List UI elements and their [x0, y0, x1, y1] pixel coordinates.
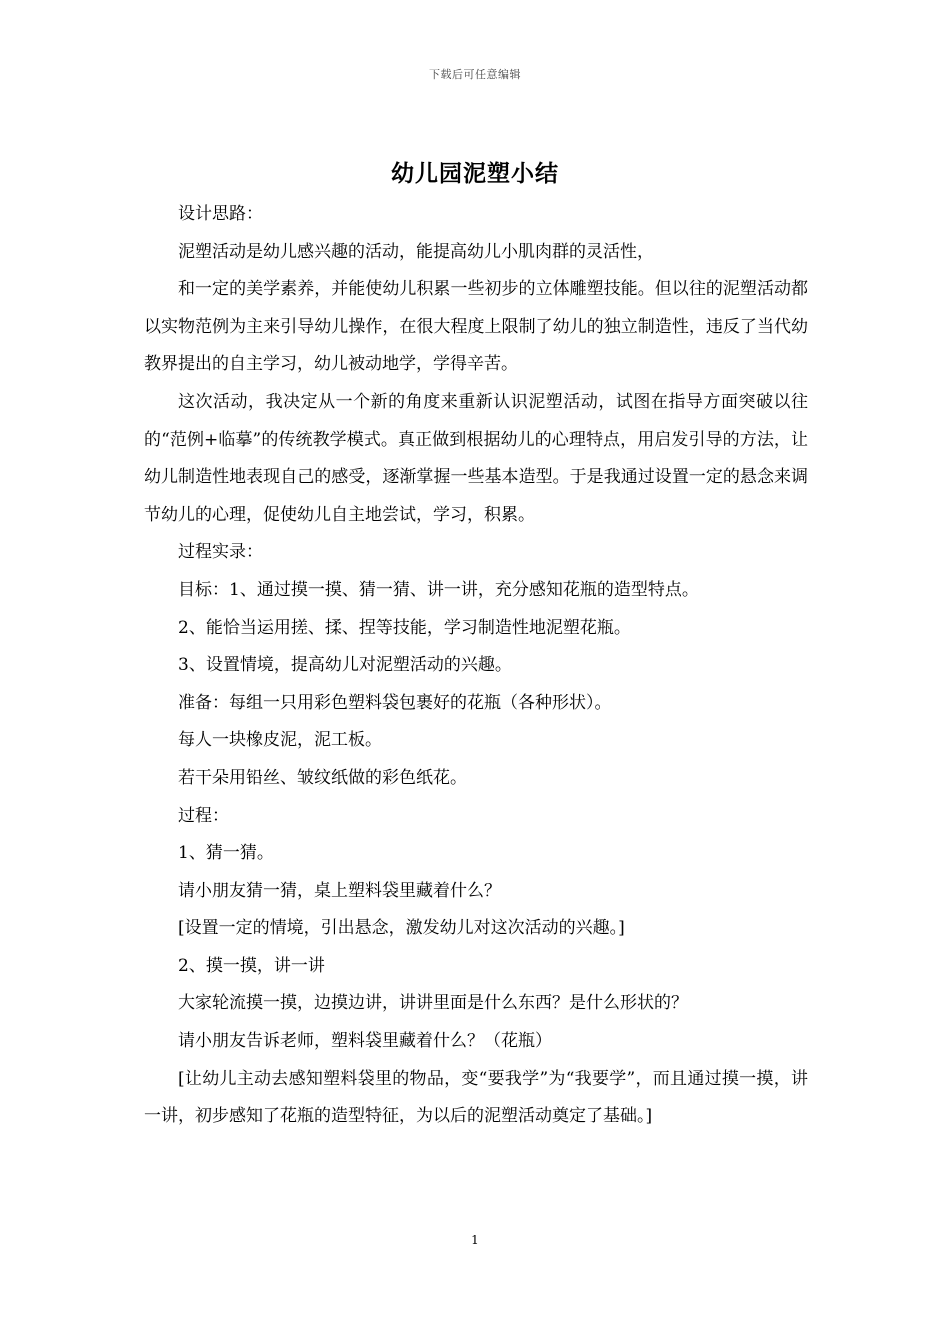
page-header-note: 下载后可任意编辑 [429, 68, 521, 81]
document-body [144, 196, 808, 1136]
paragraph-preparation: 每人一块橡皮泥，泥工板。 [178, 730, 382, 751]
paragraph-process-heading: 过程实录： [178, 542, 263, 563]
document-title: 幼儿园泥塑小结 [391, 160, 559, 187]
paragraph-annotation: [让幼儿主动去感知塑料袋里的物品，变“要我学”为“我要学”，而且通过摸一摸，讲一讲，初步感知了花瓶的造型特征，为以后的泥塑活动奠定了基础。] [144, 1068, 808, 1127]
paragraph: 这次活动，我决定从一个新的角度来重新认识泥塑活动，试图在指导方面突破以往的“范例+临摹”的传统教学模式。真正做到根据幼儿的心理特点，用启发引导的方法，让幼儿制造性地表现自己的感受，逐渐掌握一些基本造型。于是我通过设置一定的悬念来调节幼儿的心理，促使幼儿自主地尝试，学习，积累。 [144, 391, 808, 525]
page-number: 1 [471, 1233, 479, 1247]
paragraph-procedure-heading: 过程： [178, 805, 229, 826]
paragraph-goal: 2、能恰当运用搓、揉、捏等技能，学习制造性地泥塑花瓶。 [178, 617, 631, 638]
paragraph: 大家轮流摸一摸，边摸边讲，讲讲里面是什么东西？是什么形状的？ [178, 993, 688, 1014]
paragraph-preparation: 准备：每组一只用彩色塑料袋包裹好的花瓶（各种形状）。 [178, 692, 612, 713]
paragraph: 泥塑活动是幼儿感兴趣的活动，能提高幼儿小肌肉群的灵活性， [178, 241, 654, 262]
paragraph-goal: 3、设置情境，提高幼儿对泥塑活动的兴趣。 [178, 655, 512, 676]
paragraph-goal: 目标：1、通过摸一摸、猜一猜、讲一讲，充分感知花瓶的造型特点。 [178, 579, 699, 600]
paragraph-preparation: 若干朵用铅丝、皱纹纸做的彩色纸花。 [178, 767, 467, 788]
paragraph: 请小朋友猜一猜，桌上塑料袋里藏着什么？ [178, 880, 501, 901]
paragraph: 请小朋友告诉老师，塑料袋里藏着什么？（花瓶） [178, 1031, 552, 1052]
paragraph-step: 2、摸一摸，讲一讲 [178, 955, 325, 976]
paragraph: 和一定的美学素养，并能使幼儿积累一些初步的立体雕塑技能。但以往的泥塑活动都以实物范例为主来引导幼儿操作，在很大程度上限制了幼儿的独立制造性，违反了当代幼教界提出的自主学习，幼儿被动地学，学得辛苦。 [144, 279, 808, 375]
paragraph-annotation: [设置一定的情境，引出悬念，激发幼儿对这次活动的兴趣。] [178, 918, 625, 939]
paragraph-step: 1、猜一猜。 [178, 843, 274, 864]
paragraph-design-heading: 设计思路： [178, 204, 263, 224]
